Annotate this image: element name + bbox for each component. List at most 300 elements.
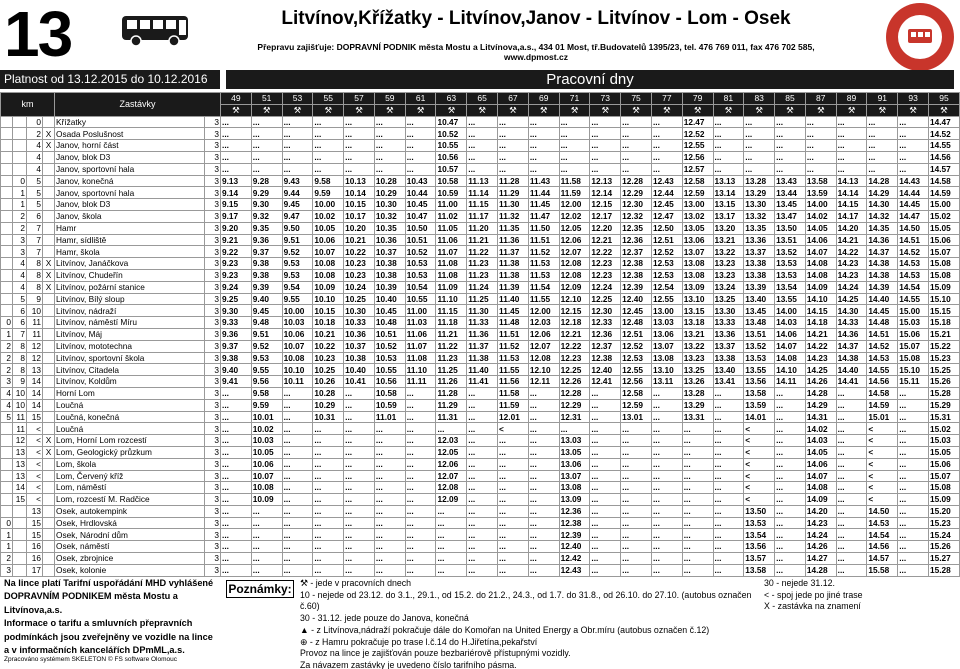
departure-time: 14.48: [867, 317, 898, 329]
km-value-loop: [13, 541, 27, 553]
km-header: km: [1, 93, 55, 117]
km-value-loop: [13, 116, 27, 128]
departure-time: ...: [775, 517, 806, 529]
departure-time: ...: [498, 116, 529, 128]
departure-time: ...: [374, 482, 405, 494]
departure-time: 12.10: [559, 293, 590, 305]
departure-time: 12.06: [436, 458, 467, 470]
departure-time: ...: [405, 163, 436, 175]
departure-time: ...: [898, 529, 929, 541]
km-value-branch: [1, 305, 13, 317]
departure-time: 11.20: [467, 222, 498, 234]
departure-time: 13.36: [713, 328, 744, 340]
departure-time: ...: [775, 151, 806, 163]
departure-time: 13.38: [744, 258, 775, 270]
departure-time: 13.05: [559, 446, 590, 458]
departure-time: 12.37: [621, 246, 652, 258]
departure-time: 14.17: [836, 210, 867, 222]
departure-time: 12.01: [498, 411, 529, 423]
departure-time: 9.50: [282, 222, 313, 234]
departure-time: 10.21: [344, 234, 375, 246]
km-value-loop: [13, 151, 27, 163]
departure-time: ...: [498, 435, 529, 447]
request-stop-mark: [43, 305, 55, 317]
departure-time: 15.06: [928, 458, 959, 470]
tariff-zone: 3: [205, 376, 221, 388]
stop-row: [1, 505, 960, 517]
departure-time: ...: [898, 564, 929, 576]
departure-time: 14.18: [805, 317, 836, 329]
km-value-main: 15: [27, 529, 43, 541]
tariff-zone: 3: [205, 564, 221, 576]
departure-time: 14.38: [867, 269, 898, 281]
departure-time: 14.55: [898, 293, 929, 305]
departure-time: 9.51: [251, 328, 282, 340]
departure-time: ...: [528, 494, 559, 506]
departure-time: ...: [651, 541, 682, 553]
stop-name: Litvínov, náměstí Míru: [55, 317, 205, 329]
company-logo: [884, 1, 956, 73]
departure-time: ...: [221, 163, 252, 175]
departure-time: 12.31: [559, 411, 590, 423]
departure-time: 14.28: [867, 175, 898, 187]
departure-time: ...: [651, 564, 682, 576]
departure-time: 13.23: [713, 258, 744, 270]
departure-time: ...: [528, 151, 559, 163]
departure-time: ...: [282, 399, 313, 411]
departure-time: ...: [344, 116, 375, 128]
departure-time: 15.07: [898, 340, 929, 352]
departure-time: ...: [221, 458, 252, 470]
km-value-branch: [1, 446, 13, 458]
departure-time: 15.05: [928, 446, 959, 458]
departure-time: ...: [374, 140, 405, 152]
stop-row: [1, 470, 960, 482]
departure-time: ...: [528, 458, 559, 470]
departure-time: 10.03: [282, 317, 313, 329]
departure-time: ...: [775, 399, 806, 411]
departure-time: ...: [344, 505, 375, 517]
tariff-zone: 3: [205, 553, 221, 565]
departure-time: 14.56: [928, 151, 959, 163]
request-stop-mark: [43, 399, 55, 411]
departure-time: 11.59: [559, 187, 590, 199]
departure-time: 12.36: [621, 234, 652, 246]
stop-name: Osek, autokempink: [55, 505, 205, 517]
departure-time: 15.27: [928, 553, 959, 565]
km-value-main: 10: [27, 305, 43, 317]
departure-time: ...: [898, 517, 929, 529]
departure-time: 12.59: [682, 187, 713, 199]
departure-time: 13.53: [744, 352, 775, 364]
departure-time: 13.30: [713, 305, 744, 317]
departure-time: 12.52: [682, 128, 713, 140]
departure-time: 14.08: [805, 258, 836, 270]
km-value-main: 13: [27, 505, 43, 517]
departure-time: ...: [713, 470, 744, 482]
departure-time: <: [744, 423, 775, 435]
working-days-icon: ⚒: [682, 104, 713, 116]
departure-time: 15.03: [898, 317, 929, 329]
departure-time: ...: [590, 458, 621, 470]
departure-time: 12.42: [559, 553, 590, 565]
departure-time: 9.23: [221, 258, 252, 270]
departure-time: 12.29: [559, 399, 590, 411]
request-stop-mark: [43, 293, 55, 305]
km-value-loop: 9: [13, 376, 27, 388]
tariff-zone: 3: [205, 151, 221, 163]
departure-time: 11.10: [405, 364, 436, 376]
departure-time: 10.13: [344, 175, 375, 187]
departure-time: ...: [651, 505, 682, 517]
request-stop-mark: [43, 340, 55, 352]
departure-time: 12.55: [621, 364, 652, 376]
km-value-loop: 12: [13, 435, 27, 447]
departure-time: 9.17: [221, 210, 252, 222]
departure-time: 11.21: [467, 234, 498, 246]
request-stop-mark: [43, 151, 55, 163]
departure-time: ...: [405, 423, 436, 435]
stop-name: Hamr, sídliště: [55, 234, 205, 246]
departure-time: 10.01: [251, 411, 282, 423]
departure-time: ...: [221, 494, 252, 506]
departure-time: 11.24: [467, 281, 498, 293]
departure-time: 11.28: [436, 387, 467, 399]
departure-time: 14.23: [836, 258, 867, 270]
departure-time: 10.31: [313, 411, 344, 423]
legend-item: ▲ - z Litvínova,nádraží pokračuje dále do Komořan na United Energy a Obr.míru (autobus označen č.12): [300, 624, 710, 635]
trip-number: 73: [590, 93, 621, 105]
departure-time: ...: [498, 541, 529, 553]
departure-time: 14.50: [867, 505, 898, 517]
departure-time: 14.07: [805, 470, 836, 482]
departure-time: ...: [528, 140, 559, 152]
request-stop-mark: [43, 199, 55, 211]
departure-time: ...: [621, 541, 652, 553]
departure-time: ...: [221, 411, 252, 423]
km-value-loop: 2: [13, 222, 27, 234]
departure-time: 12.53: [651, 258, 682, 270]
departure-time: ...: [805, 163, 836, 175]
stop-name: Lom, náměstí: [55, 482, 205, 494]
departure-time: ...: [621, 564, 652, 576]
stop-row: [1, 234, 960, 246]
departure-time: ...: [682, 541, 713, 553]
departure-time: 12.13: [590, 175, 621, 187]
km-value-loop: 13: [13, 470, 27, 482]
stop-row: [1, 411, 960, 423]
departure-time: 14.52: [867, 340, 898, 352]
departure-time: 11.15: [436, 305, 467, 317]
km-value-branch: [1, 281, 13, 293]
departure-time: ...: [775, 387, 806, 399]
tariff-zone: 3: [205, 328, 221, 340]
stop-name: Janov, sportovní hala: [55, 187, 205, 199]
departure-time: 12.58: [621, 387, 652, 399]
departure-time: ...: [374, 446, 405, 458]
departure-time: 15.24: [928, 529, 959, 541]
departure-time: ...: [467, 128, 498, 140]
km-value-loop: 13: [13, 458, 27, 470]
departure-time: ...: [528, 482, 559, 494]
departure-time: 11.52: [498, 340, 529, 352]
departure-time: 10.53: [405, 258, 436, 270]
km-value-branch: [1, 140, 13, 152]
departure-time: ...: [898, 163, 929, 175]
departure-time: 10.56: [436, 151, 467, 163]
departure-time: ...: [713, 505, 744, 517]
tariff-zone: 3: [205, 505, 221, 517]
departure-time: 12.26: [559, 376, 590, 388]
trip-number: 67: [498, 93, 529, 105]
departure-time: ...: [467, 458, 498, 470]
departure-time: ...: [744, 163, 775, 175]
departure-time: 11.23: [436, 352, 467, 364]
notes-label: Poznámky:: [226, 580, 294, 598]
departure-time: 10.11: [282, 376, 313, 388]
departure-time: 12.28: [621, 175, 652, 187]
departure-time: 12.47: [651, 210, 682, 222]
departure-time: 15.08: [928, 269, 959, 281]
departure-time: 12.08: [436, 482, 467, 494]
departure-time: 13.21: [682, 328, 713, 340]
departure-time: 14.44: [898, 187, 929, 199]
departure-time: 14.13: [836, 175, 867, 187]
departure-time: ...: [436, 517, 467, 529]
tariff-zone: 3: [205, 387, 221, 399]
departure-time: 9.39: [251, 281, 282, 293]
departure-time: 10.32: [374, 210, 405, 222]
departure-time: ...: [775, 411, 806, 423]
departure-time: 9.38: [251, 269, 282, 281]
departure-time: 11.31: [436, 411, 467, 423]
trip-number: 51: [251, 93, 282, 105]
km-value-main: 9: [27, 293, 43, 305]
request-stop-mark: [43, 553, 55, 565]
working-days-icon: ⚒: [836, 104, 867, 116]
departure-time: 15.22: [928, 340, 959, 352]
departure-time: 14.09: [805, 281, 836, 293]
departure-time: ...: [405, 529, 436, 541]
departure-time: 12.57: [682, 163, 713, 175]
tariff-note-line: a v informačních kancelářích DPmML,a.s.: [4, 645, 185, 656]
departure-time: ...: [498, 564, 529, 576]
legend-item: X - zastávka na znamení: [764, 601, 861, 612]
departure-time: 10.50: [405, 222, 436, 234]
departure-time: 10.44: [405, 187, 436, 199]
departure-time: ...: [836, 387, 867, 399]
departure-time: ...: [374, 505, 405, 517]
departure-time: 14.50: [898, 222, 929, 234]
stop-name: Janov, horní část: [55, 140, 205, 152]
departure-time: ...: [651, 387, 682, 399]
departure-time: 10.08: [313, 258, 344, 270]
departure-time: 14.58: [928, 175, 959, 187]
departure-time: 12.08: [528, 352, 559, 364]
km-value-main: 12: [27, 340, 43, 352]
departure-time: 10.22: [344, 246, 375, 258]
departure-time: 10.06: [313, 234, 344, 246]
request-stop-mark: [43, 541, 55, 553]
km-value-main: <: [27, 470, 43, 482]
departure-time: 12.21: [559, 328, 590, 340]
departure-time: 11.01: [374, 411, 405, 423]
departure-time: 14.03: [805, 435, 836, 447]
stop-name: Osek, náměstí: [55, 541, 205, 553]
departure-time: ...: [836, 517, 867, 529]
stop-name: Litvínov, Bílý sloup: [55, 293, 205, 305]
departure-time: ...: [590, 399, 621, 411]
departure-time: ...: [898, 541, 929, 553]
departure-time: 11.53: [528, 269, 559, 281]
departure-time: ...: [559, 116, 590, 128]
departure-time: 12.28: [559, 387, 590, 399]
departure-time: ...: [836, 116, 867, 128]
departure-time: ...: [251, 564, 282, 576]
departure-time: 9.28: [251, 175, 282, 187]
departure-time: 11.23: [467, 258, 498, 270]
departure-time: ...: [282, 151, 313, 163]
departure-time: ...: [405, 470, 436, 482]
departure-time: 10.09: [313, 281, 344, 293]
departure-time: 14.39: [867, 281, 898, 293]
departure-time: ...: [313, 151, 344, 163]
departure-time: 13.15: [713, 199, 744, 211]
working-days-icon: ⚒: [344, 104, 375, 116]
departure-time: ...: [374, 470, 405, 482]
departure-time: ...: [836, 128, 867, 140]
tariff-zone: 3: [205, 435, 221, 447]
departure-time: 12.33: [590, 317, 621, 329]
departure-time: ...: [621, 458, 652, 470]
departure-time: 9.38: [251, 258, 282, 270]
departure-time: 13.39: [744, 281, 775, 293]
departure-time: ...: [621, 505, 652, 517]
departure-time: 9.44: [282, 187, 313, 199]
departure-time: 12.36: [590, 328, 621, 340]
departure-time: 10.55: [405, 293, 436, 305]
departure-time: 11.25: [467, 293, 498, 305]
departure-time: <: [867, 446, 898, 458]
departure-time: 13.37: [744, 246, 775, 258]
departure-time: 12.36: [559, 505, 590, 517]
departure-time: 9.32: [251, 210, 282, 222]
trip-number: 77: [651, 93, 682, 105]
departure-time: ...: [374, 564, 405, 576]
departure-time: ...: [251, 128, 282, 140]
departure-time: 9.54: [282, 281, 313, 293]
departure-time: 14.38: [836, 352, 867, 364]
departure-time: ...: [374, 517, 405, 529]
departure-time: <: [867, 494, 898, 506]
departure-time: ...: [651, 140, 682, 152]
departure-time: ...: [282, 482, 313, 494]
departure-time: ...: [713, 553, 744, 565]
request-stop-mark: [43, 482, 55, 494]
departure-time: ...: [436, 529, 467, 541]
departure-time: ...: [528, 128, 559, 140]
trip-number: 91: [867, 93, 898, 105]
departure-time: 10.55: [374, 364, 405, 376]
departure-time: ...: [713, 399, 744, 411]
departure-time: 15.00: [898, 305, 929, 317]
tariff-zone: 3: [205, 234, 221, 246]
departure-time: 9.24: [221, 281, 252, 293]
departure-time: 11.08: [436, 269, 467, 281]
departure-time: ...: [221, 423, 252, 435]
departure-time: ...: [621, 529, 652, 541]
departure-time: ...: [251, 541, 282, 553]
request-stop-mark: X: [43, 446, 55, 458]
km-value-branch: 5: [1, 411, 13, 423]
departure-time: ...: [898, 411, 929, 423]
departure-time: ...: [498, 458, 529, 470]
departure-time: <: [867, 482, 898, 494]
tariff-zone: 3: [205, 423, 221, 435]
departure-time: <: [744, 482, 775, 494]
stop-row: [1, 210, 960, 222]
departure-time: 13.10: [651, 364, 682, 376]
departure-time: ...: [405, 435, 436, 447]
departure-time: 13.57: [744, 553, 775, 565]
departure-time: ...: [251, 529, 282, 541]
departure-time: 15.03: [928, 435, 959, 447]
departure-time: 12.11: [528, 376, 559, 388]
departure-time: 12.48: [621, 317, 652, 329]
departure-time: 10.41: [344, 376, 375, 388]
km-value-loop: 3: [13, 246, 27, 258]
departure-time: 13.33: [713, 317, 744, 329]
departure-time: 15.20: [928, 505, 959, 517]
km-value-branch: 2: [1, 352, 13, 364]
departure-time: 11.45: [498, 305, 529, 317]
departure-time: 11.48: [498, 317, 529, 329]
stop-name: Hamr: [55, 222, 205, 234]
departure-time: ...: [651, 116, 682, 128]
departure-time: ...: [836, 399, 867, 411]
km-value-main: 14: [27, 387, 43, 399]
departure-time: 11.37: [467, 340, 498, 352]
departure-time: 10.45: [405, 199, 436, 211]
working-days-icon: ⚒: [467, 104, 498, 116]
departure-time: 11.17: [467, 210, 498, 222]
departure-time: 14.03: [775, 317, 806, 329]
working-days-icon: ⚒: [436, 104, 467, 116]
departure-time: 12.05: [559, 222, 590, 234]
departure-time: 12.17: [590, 210, 621, 222]
departure-time: 9.58: [251, 387, 282, 399]
departure-time: 12.40: [590, 364, 621, 376]
km-value-loop: [13, 529, 27, 541]
trip-number: 75: [621, 93, 652, 105]
request-stop-mark: [43, 364, 55, 376]
departure-time: 11.38: [498, 258, 529, 270]
stop-name: Litvínov, Koldům: [55, 376, 205, 388]
departure-time: 10.08: [313, 269, 344, 281]
departure-time: 13.37: [713, 340, 744, 352]
departure-time: ...: [467, 435, 498, 447]
departure-time: 10.10: [282, 364, 313, 376]
departure-time: ...: [282, 128, 313, 140]
working-days-icon: ⚒: [867, 104, 898, 116]
departure-time: 13.47: [775, 210, 806, 222]
departure-time: ...: [898, 140, 929, 152]
stop-row: [1, 317, 960, 329]
departure-time: 14.23: [836, 269, 867, 281]
departure-time: 14.36: [836, 328, 867, 340]
departure-time: 10.08: [251, 482, 282, 494]
km-value-branch: [1, 458, 13, 470]
